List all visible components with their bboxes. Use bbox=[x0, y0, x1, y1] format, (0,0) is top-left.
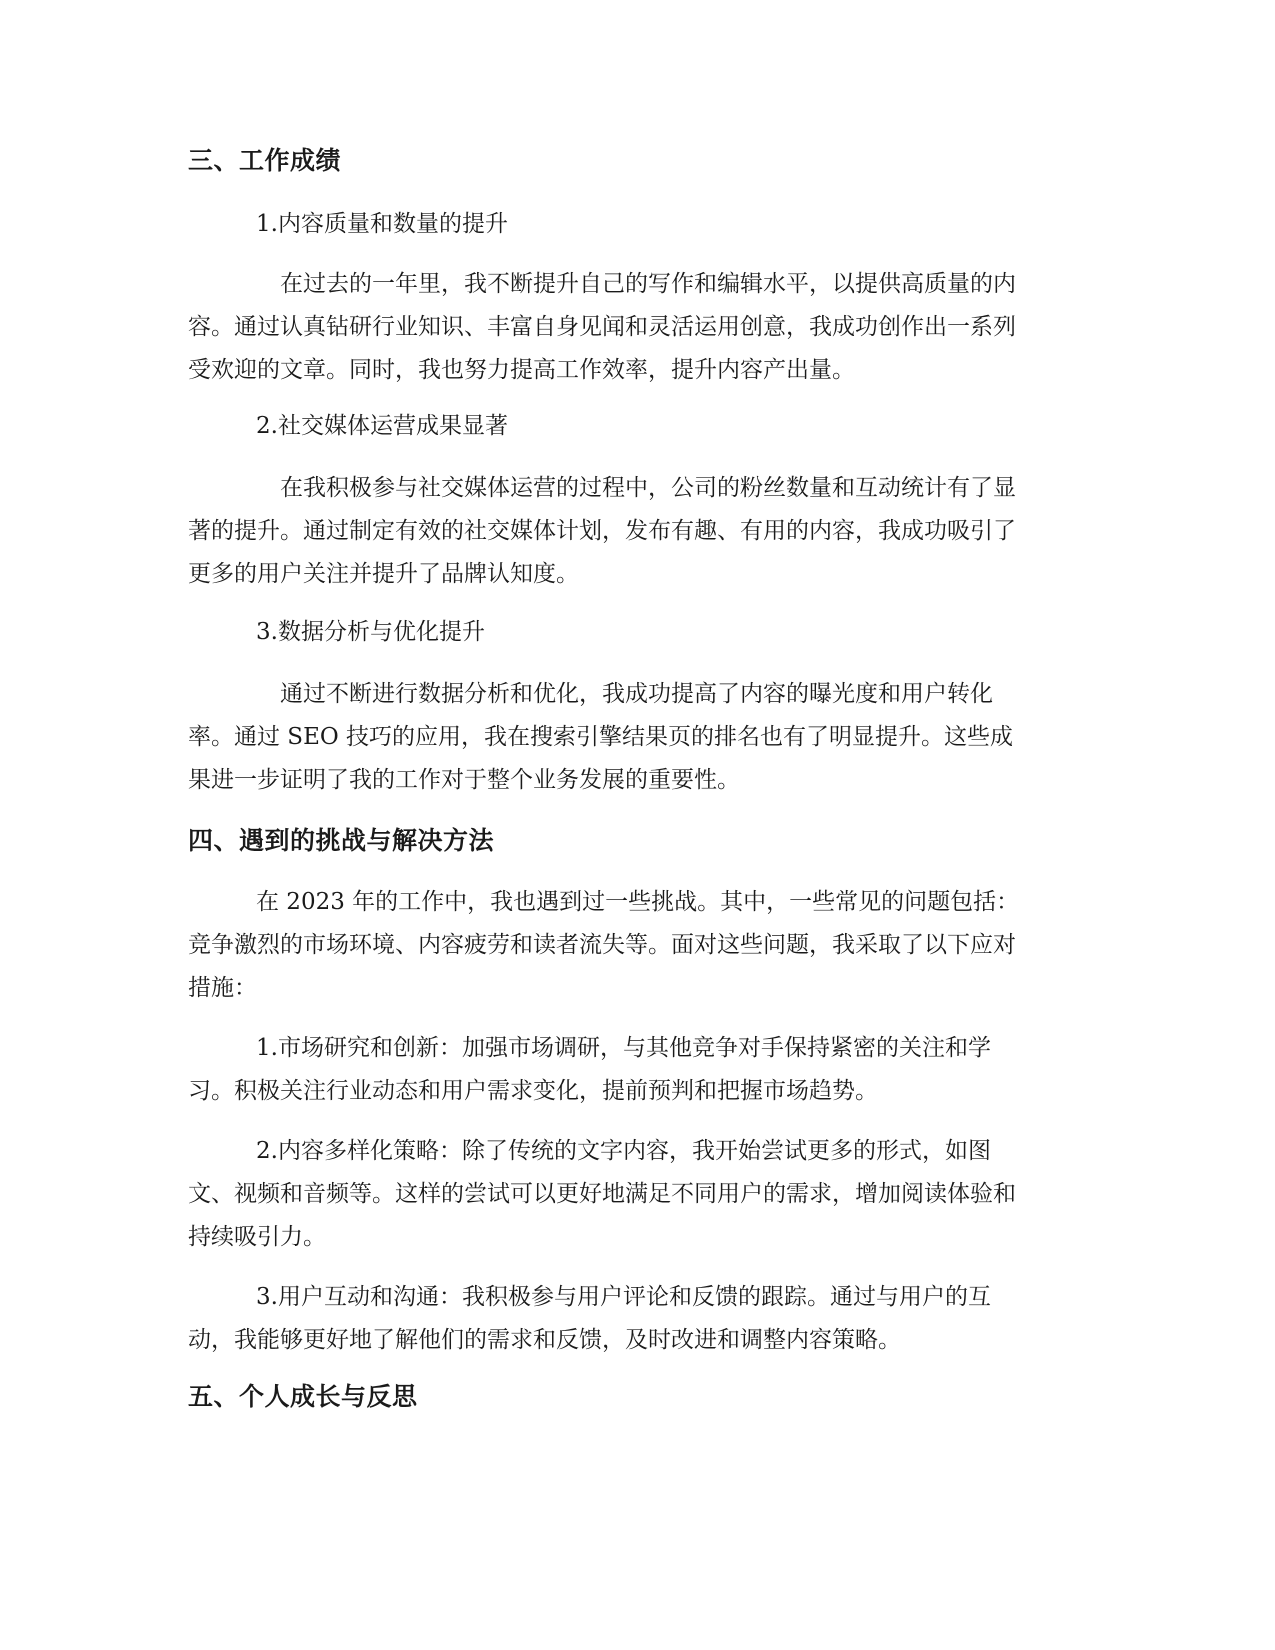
text-line: 在 2023 年的工作中，我也遇到过一些挑战。其中，一些常见的问题包括： bbox=[256, 889, 1020, 915]
paragraph-text bbox=[188, 1276, 1088, 1362]
paragraph bbox=[188, 673, 1088, 802]
list-item bbox=[188, 1130, 1088, 1259]
paragraph-text bbox=[188, 673, 1088, 802]
list-item bbox=[188, 1276, 1088, 1362]
text-line: 3.用户互动和沟通：我积极参与用户评论和反馈的跟踪。通过与用户的互 bbox=[256, 1284, 991, 1310]
text-line: 1.市场研究和创新：加强市场调研，与其他竞争对手保持紧密的关注和学 bbox=[256, 1035, 991, 1061]
text-line: 持续吸引力。 bbox=[188, 1224, 326, 1250]
text-line: 容。通过认真钻研行业知识、丰富自身见闻和灵活运用创意，我成功创作出一系列 bbox=[188, 314, 1016, 340]
paragraph-text bbox=[188, 881, 1088, 1010]
text-line: 动，我能够更好地了解他们的需求和反馈，及时改进和调整内容策略。 bbox=[188, 1327, 901, 1353]
paragraph-text bbox=[188, 467, 1088, 596]
text-line: 率。通过 SEO 技巧的应用，我在搜索引擎结果页的排名也有了明显提升。这些成 bbox=[188, 724, 1014, 750]
subheading bbox=[188, 208, 1088, 240]
paragraph-text bbox=[188, 263, 1088, 392]
text-line: 竞争激烈的市场环境、内容疲劳和读者流失等。面对这些问题，我采取了以下应对 bbox=[188, 932, 1016, 958]
text-line: 习。积极关注行业动态和用户需求变化，提前预判和把握市场趋势。 bbox=[188, 1078, 878, 1104]
text-line: 著的提升。通过制定有效的社交媒体计划，发布有趣、有用的内容，我成功吸引了 bbox=[188, 518, 1016, 544]
text-line: 文、视频和音频等。这样的尝试可以更好地满足不同用户的需求，增加阅读体验和 bbox=[188, 1181, 1016, 1207]
section-heading bbox=[188, 144, 1088, 178]
paragraph bbox=[188, 263, 1088, 392]
text-line: 2.内容多样化策略：除了传统的文字内容，我开始尝试更多的形式，如图 bbox=[256, 1138, 991, 1164]
subheading-text: 2.社交媒体运营成果显著 bbox=[256, 413, 508, 439]
text-line: 果进一步证明了我的工作对于整个业务发展的重要性。 bbox=[188, 767, 740, 793]
section-heading bbox=[188, 824, 1088, 858]
subheading-text: 3.数据分析与优化提升 bbox=[256, 619, 485, 645]
paragraph-text bbox=[188, 1027, 1088, 1113]
paragraph bbox=[188, 881, 1088, 1010]
list-item bbox=[188, 1027, 1088, 1113]
text-line: 在我积极参与社交媒体运营的过程中，公司的粉丝数量和互动统计有了显 bbox=[280, 475, 1016, 501]
paragraph bbox=[188, 467, 1088, 596]
text-line: 通过不断进行数据分析和优化，我成功提高了内容的曝光度和用户转化 bbox=[280, 681, 993, 707]
text-line: 受欢迎的文章。同时，我也努力提高工作效率，提升内容产出量。 bbox=[188, 357, 855, 383]
text-line: 在过去的一年里，我不断提升自己的写作和编辑水平，以提供高质量的内 bbox=[280, 271, 1016, 297]
paragraph-text bbox=[188, 1130, 1088, 1259]
section-title: 四、遇到的挑战与解决方法 bbox=[188, 826, 495, 855]
text-line: 更多的用户关注并提升了品牌认知度。 bbox=[188, 561, 579, 587]
section-title: 三、工作成绩 bbox=[188, 146, 342, 175]
subheading bbox=[188, 616, 1088, 648]
subheading-text: 1.内容质量和数量的提升 bbox=[256, 211, 508, 237]
subheading bbox=[188, 410, 1088, 442]
section-title: 五、个人成长与反思 bbox=[188, 1382, 418, 1411]
text-line: 措施： bbox=[188, 975, 257, 1001]
section-heading bbox=[188, 1380, 1088, 1414]
